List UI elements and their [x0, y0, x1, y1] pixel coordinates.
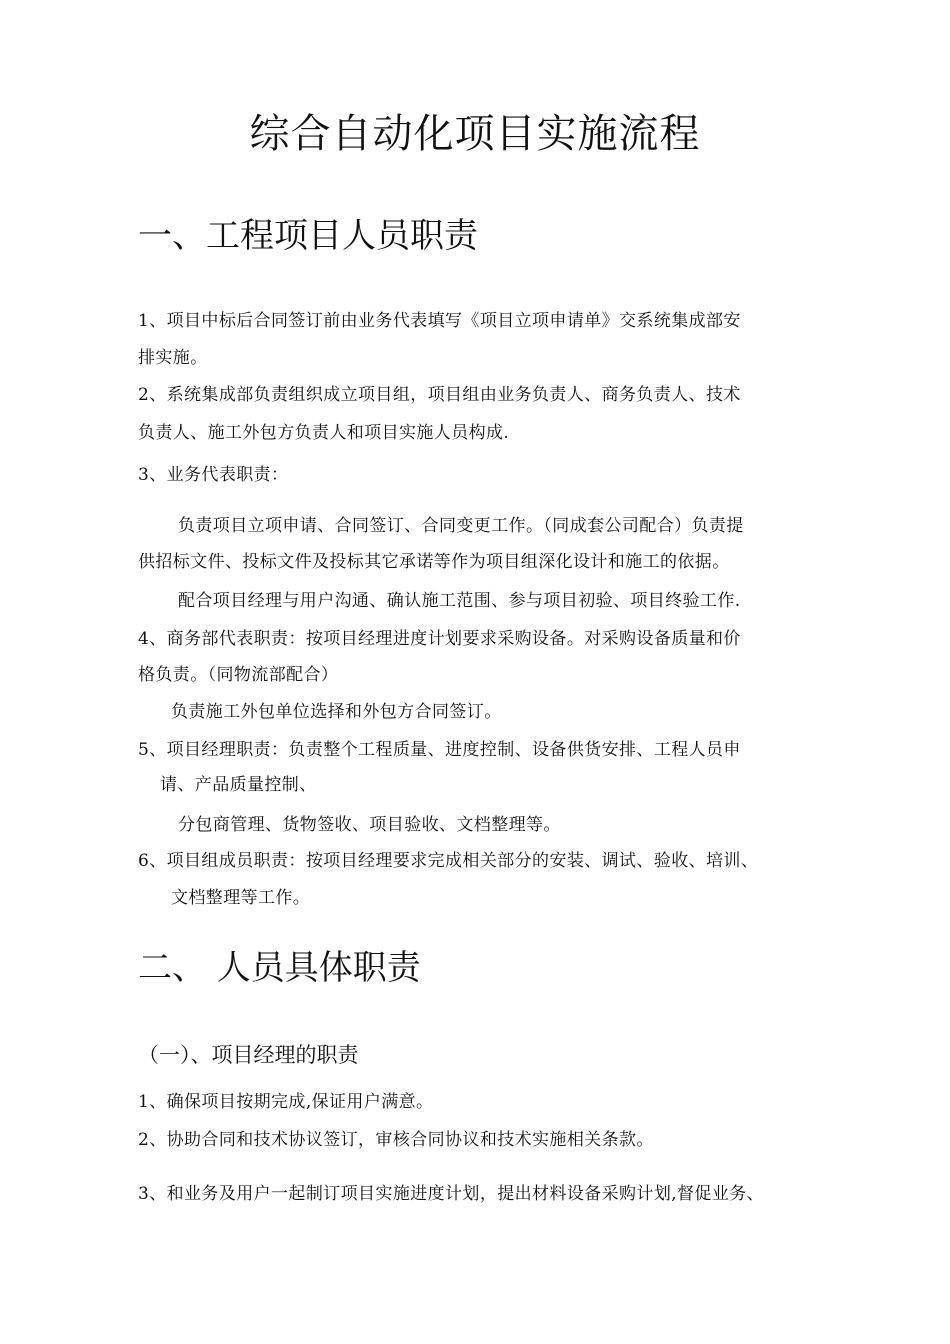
paragraph-line: 2、协助合同和技术协议签订，审核合同协议和技术实施相关条款。	[138, 1130, 654, 1150]
paragraph-line: 分包商管理、货物签收、项目验收、文档整理等。	[178, 815, 561, 835]
paragraph-line: 供招标文件、投标文件及投标其它承诺等作为项目组深化设计和施工的依据。	[138, 552, 730, 572]
subsection-heading: （一）、项目经理的职责	[138, 1043, 359, 1067]
paragraph-line: 文档整理等工作。	[171, 888, 311, 908]
section-2-heading: 二、 人员具体职责	[138, 948, 421, 988]
paragraph-line: 4、商务部代表职责：按项目经理进度计划要求采购设备。对采购设备质量和价	[138, 629, 741, 649]
paragraph-line: 负责人、施工外包方负责人和项目实施人员构成.	[138, 423, 510, 443]
paragraph-line: 3、和业务及用户一起制订项目实施进度计划，提出材料设备采购计划,督促业务、	[138, 1184, 765, 1204]
paragraph-line: 1、项目中标后合同签订前由业务代表填写《项目立项申请单》交系统集成部安	[138, 311, 741, 331]
paragraph-line: 格负责。（同物流部配合）	[138, 665, 339, 685]
paragraph-line: 5、项目经理职责：负责整个工程质量、进度控制、设备供货安排、工程人员申	[138, 740, 741, 760]
paragraph-line: 负责项目立项申请、合同签订、合同变更工作。（同成套公司配合）负责提	[178, 516, 744, 536]
paragraph-line: 6、项目组成员职责：按项目经理要求完成相关部分的安装、调试、验收、培训、	[138, 851, 759, 871]
paragraph-line: 负责施工外包单位选择和外包方合同签订。	[171, 702, 502, 722]
paragraph-line: 2、系统集成部负责组织成立项目组，项目组由业务负责人、商务负责人、技术	[138, 385, 741, 405]
paragraph-line: 3、业务代表职责：	[138, 465, 289, 485]
paragraph-line: 配合项目经理与用户沟通、确认施工范围、参与项目初验、项目终验工作.	[178, 591, 741, 611]
paragraph-line: 排实施。	[138, 348, 208, 368]
section-1-heading: 一、工程项目人员职责	[138, 216, 478, 256]
paragraph-line: 请、产品质量控制、	[160, 775, 317, 795]
document-title: 综合自动化项目实施流程	[249, 111, 701, 157]
paragraph-line: 1、确保项目按期完成,保证用户满意。	[138, 1092, 434, 1112]
